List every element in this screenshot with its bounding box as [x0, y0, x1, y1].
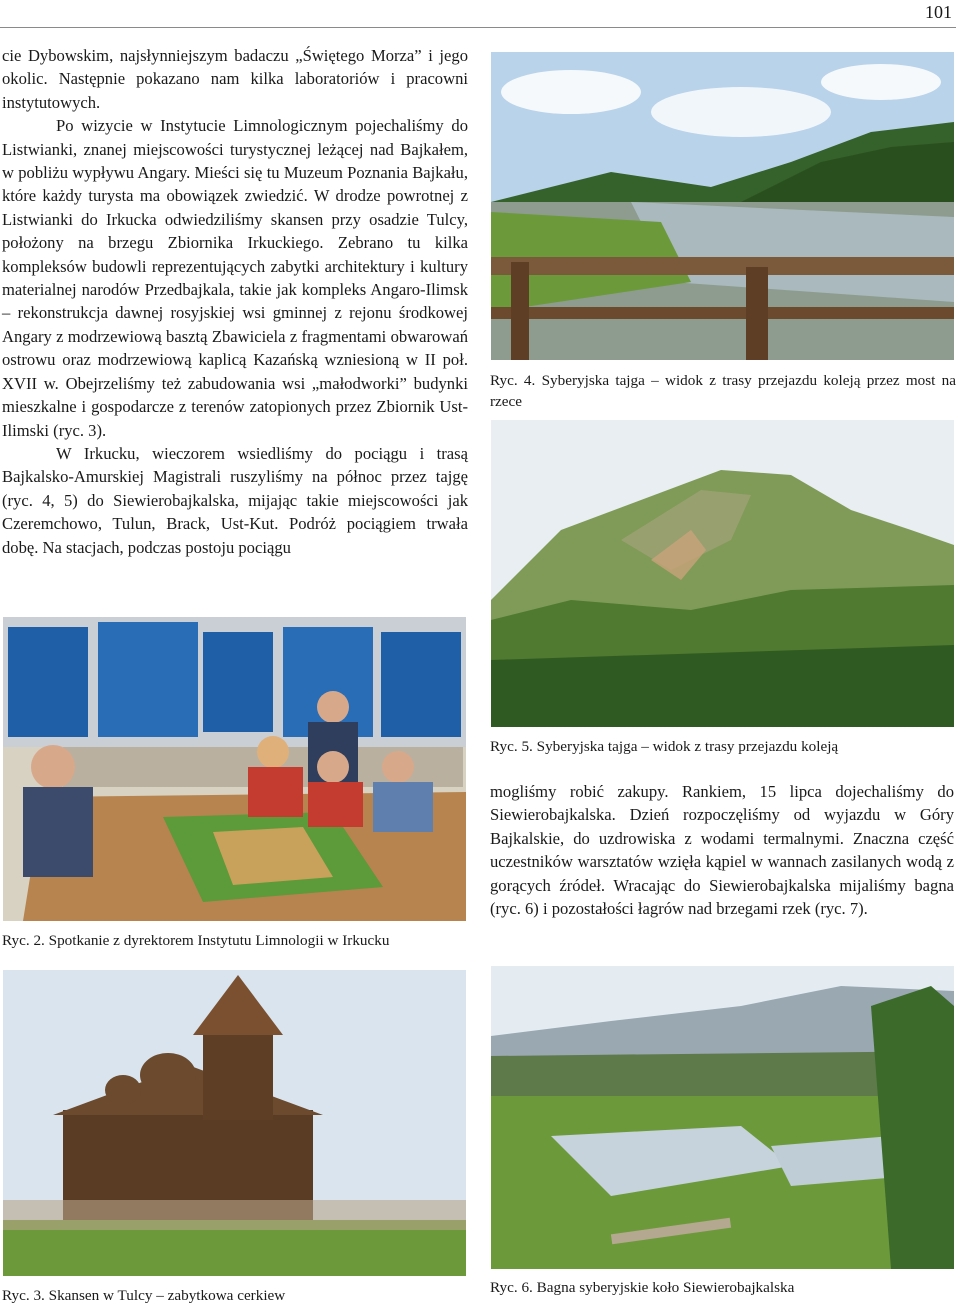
header-rule [0, 27, 956, 28]
figure-4-photo [491, 52, 954, 360]
paragraph-1: cie Dybowskim, najsłynniejszym badaczu „Świętego Morza” i jego okolic. Następnie pokazano nam kilka laboratoriów i pracowni instytutowych. [2, 46, 468, 112]
figure-4-caption: Ryc. 4. Syberyjska tajga – widok z trasy przejazdu koleją przez most na rzece [490, 372, 956, 410]
page-number: 101 [925, 2, 952, 22]
figure-5-caption: Ryc. 5. Syberyjska tajga – widok z trasy przejazdu koleją [490, 738, 839, 755]
figure-6-caption: Ryc. 6. Bagna syberyjskie koło Siewierobajkalska [490, 1279, 795, 1296]
figure-3-caption: Ryc. 3. Skansen w Tulcy – zabytkowa cerkiew [2, 1287, 286, 1304]
body-text-column-2 [490, 780, 954, 920]
figure-2-caption: Ryc. 2. Spotkanie z dyrektorem Instytutu Limnologii w Irkucku [2, 932, 390, 949]
figure-5-photo [491, 420, 954, 727]
figure-2-photo [3, 617, 466, 921]
figure-3-photo [3, 970, 466, 1276]
paragraph-4: mogliśmy robić zakupy. Rankiem, 15 lipca dojechaliśmy do Siewierobajkalska. Dzień rozpoczęliśmy od wyjazdu w Góry Bajkalskie, do uzdrowiska z wodami termalnymi. Znaczna część uczestników warsztatów wzięła kąpiel w wannach zasilanych wodą z gorących źródeł. Wracając do Siewierobajkalska mijaliśmy bagna (ryc. 6) i pozostałości łagrów nad brzegami rzek (ryc. 7). [490, 782, 954, 919]
paragraph-2: Po wizycie w Instytucie Limnologicznym pojechaliśmy do Listwianki, znanej miejscowości turystycznej leżącej nad Bajkałem, w pobliżu wypływu Angary. Mieści się tu Muzeum Poznania Bajkału, które każdy turysta ma obowiązek zwiedzić. W drodze powrotnej z Listwianki do Irkucka odwiedziliśmy skansen przy osadzie Tulcy, położony na brzegu Zbiornika Irkuckiego. Zebrano tu kilka kompleksów budowli reprezentujących zabytki architektury i kultury materialnej narodów Przedbajkala, takie jak kompleks Angaro-Ilimsk – rekonstrukcja dawnej rosyjskiej wsi gminnej z rejonu środkowej Angary z modrzewiową basztą Zbawiciela z fragmentami obwarowań ostrowu oraz modrzewiową kaplicą Kazańską wzniesioną w II poł. XVII w. Obejrzeliśmy też zabudowania wsi „małodworki” budynki mieszkalne i gospodarcze z terenów zatopionych przez Zbiornik Ust-Ilimski (ryc. 3). [2, 116, 468, 440]
paragraph-3: W Irkucku, wieczorem wsiedliśmy do pociągu i trasą Bajkalsko-Amurskiej Magistrali ruszyliśmy na północ przez tajgę (ryc. 4, 5) do Siewierobajkalska, mijając takie miejscowości jak Czeremchowo, Tulun, Brack, Ust-Kut. Podróż pociągiem trwała dobę. Na stacjach, podczas postoju pociągu [2, 443, 468, 557]
body-text-column [2, 44, 468, 559]
figure-6-photo [491, 966, 954, 1269]
